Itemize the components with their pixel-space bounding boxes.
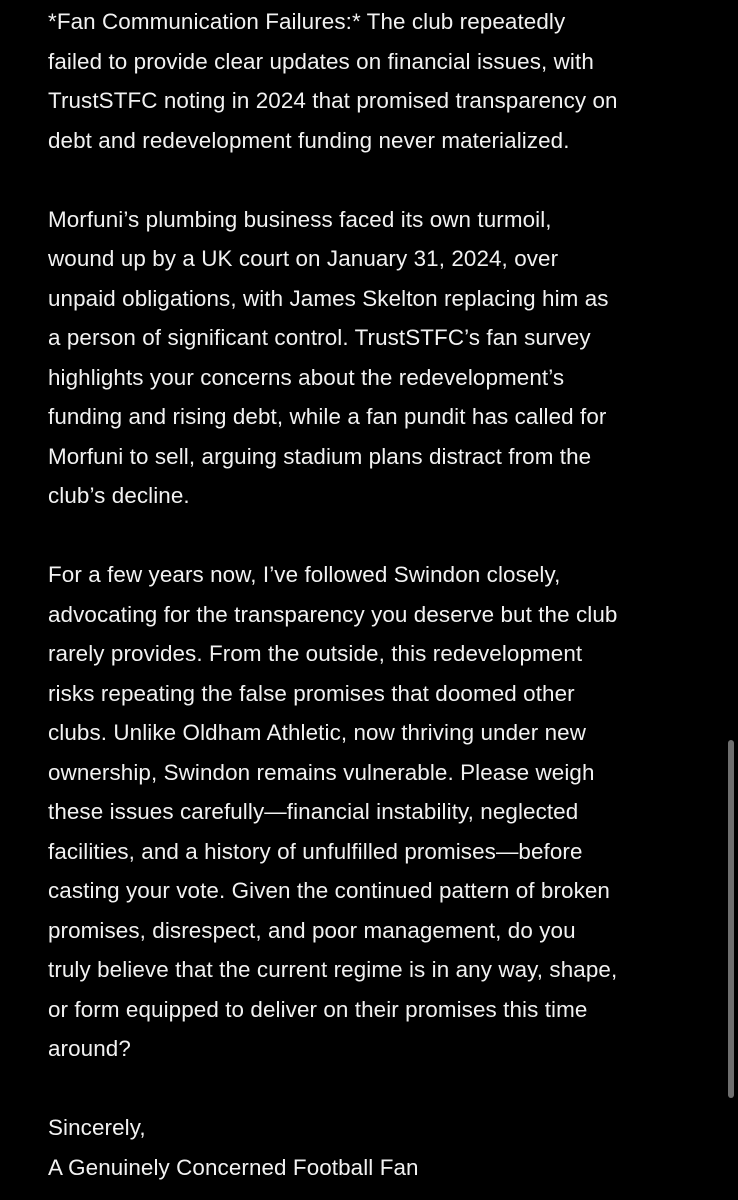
text-line: funding and rising debt, while a fan pundit has called for [48,404,607,429]
document-body [48,2,698,1187]
text-line: debt and redevelopment funding never materialized. [48,127,570,153]
text-line: or form equipped to deliver on their promises this time [48,996,588,1022]
text-line: advocating for the transparency you deserve but the club [48,601,618,627]
closing-block [48,1108,698,1187]
text-line: ownership, Swindon remains vulnerable. Please weigh [48,759,595,785]
text-line: *Fan Communication Failures:* The club repeatedly [48,9,566,34]
text-line: a person of significant control. TrustSTFC’s fan survey [48,325,591,350]
vertical-scrollbar[interactable] [728,740,734,1098]
text-line: club’s decline. [48,483,190,508]
signature: A Genuinely Concerned Football Fan [48,1154,419,1180]
paragraph-morfuni-business [48,200,698,516]
text-line: risks repeating the false promises that doomed other [48,680,575,706]
text-line: clubs. Unlike Oldham Athletic, now thriving under new [48,720,586,745]
text-line: unpaid obligations, with James Skelton replacing him as [48,285,609,311]
text-line: rarely provides. From the outside, this redevelopment [48,641,583,666]
text-line: casting your vote. Given the continued pattern of broken [48,878,610,903]
text-line: Morfuni’s plumbing business faced its own turmoil, [48,206,552,232]
text-line: highlights your concerns about the redevelopment’s [48,364,565,390]
text-line: wound up by a UK court on January 31, 2024, over [48,246,559,271]
text-line: facilities, and a history of unfulfilled promises—before [48,838,583,864]
text-line: Morfuni to sell, arguing stadium plans distract from the [48,443,592,469]
text-line: these issues carefully—financial instability, neglected [48,799,579,824]
text-line: around? [48,1036,131,1061]
text-line: truly believe that the current regime is in any way, shape, [48,957,618,982]
text-line: promises, disrespect, and poor management, do you [48,917,576,943]
paragraph-appeal [48,555,698,1069]
text-line: For a few years now, I’ve followed Swindon closely, [48,562,561,587]
text-line: TrustSTFC noting in 2024 that promised transparency on [48,88,618,113]
text-line: failed to provide clear updates on financial issues, with [48,48,594,74]
closing-salutation: Sincerely, [48,1115,146,1140]
paragraph-fan-communication [48,2,698,160]
